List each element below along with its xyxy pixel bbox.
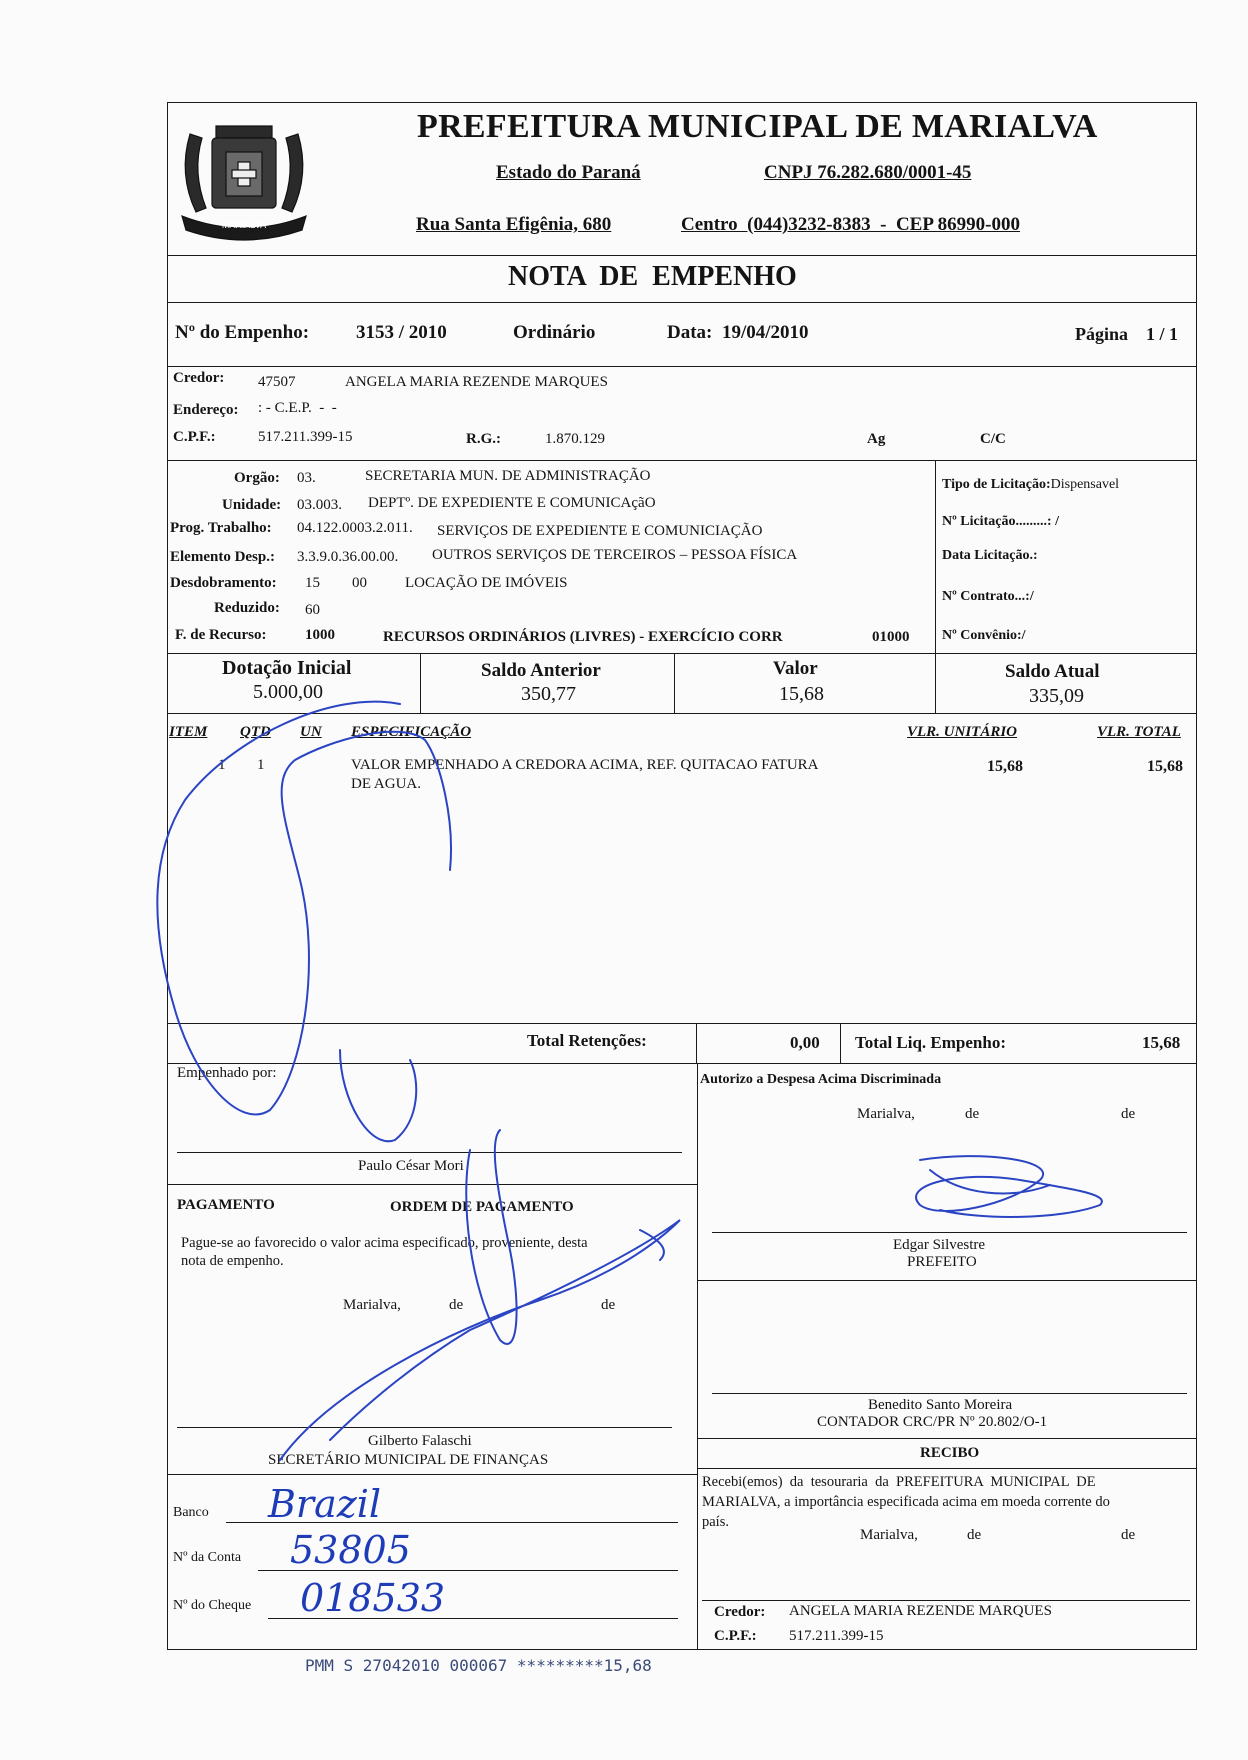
item-unit-value: 15,68 <box>987 758 1023 775</box>
recibo-cpf-label: C.P.F.: <box>714 1628 757 1644</box>
valor-value: 15,68 <box>779 683 824 705</box>
ag-label: Ag <box>867 431 886 447</box>
item-total-value: 15,68 <box>1147 758 1183 775</box>
svg-text:MARIALVA: MARIALVA <box>221 220 267 230</box>
recibo-credor-name: ANGELA MARIA REZENDE MARQUES <box>789 1603 1052 1619</box>
secretario-role: SECRETÁRIO MUNICIPAL DE FINANÇAS <box>268 1452 549 1468</box>
saldo-anterior-value: 350,77 <box>521 683 576 705</box>
tipo-licitacao: Tipo de Licitação:Dispensavel <box>942 477 1120 492</box>
recibo-text-line3: país. <box>702 1514 729 1530</box>
orgao-code: 03. <box>297 470 316 486</box>
contador-name: Benedito Santo Moreira <box>868 1397 1013 1413</box>
total-liquido-label: Total Liq. Empenho: <box>855 1033 1006 1052</box>
col-item: ITEM <box>169 724 208 740</box>
elemento-code: 3.3.9.0.36.00.00. <box>297 549 399 565</box>
col-qtd: QTD <box>240 724 271 740</box>
page-label: Página <box>1075 324 1129 344</box>
autorizo-de2: de <box>1121 1106 1136 1122</box>
unidade-desc: DEPTº. DE EXPEDIENTE E COMUNICAçãO <box>368 495 656 511</box>
item-desc-line2: DE AGUA. <box>351 776 421 792</box>
prog-code: 04.122.0003.2.011. <box>297 520 413 536</box>
machine-stamp: PMM S 27042010 000067 *********15,68 <box>305 1656 652 1675</box>
dotacao-label: Dotação Inicial <box>222 657 352 679</box>
recurso-desc: RECURSOS ORDINÁRIOS (LIVRES) - EXERCÍCIO CORR <box>383 629 783 645</box>
address-label: Rua Santa Efigênia, 680 <box>416 214 612 235</box>
dotacao-value: 5.000,00 <box>253 681 323 703</box>
saldo-atual-value: 335,09 <box>1029 685 1084 707</box>
elemento-label: Elemento Desp.: <box>170 549 275 565</box>
empenhado-name: Paulo César Mori <box>358 1158 464 1174</box>
prefeito-name: Edgar Silvestre <box>893 1237 986 1253</box>
recibo-cpf: 517.211.399-15 <box>789 1628 884 1644</box>
total-liquido-value: 15,68 <box>1142 1033 1181 1052</box>
item-number: 1 <box>218 757 226 773</box>
date-label: Data: <box>667 322 713 343</box>
cc-label: C/C <box>980 431 1006 447</box>
rg-value: 1.870.129 <box>545 431 605 447</box>
unidade-code: 03.003. <box>297 497 342 513</box>
rg-label: R.G.: <box>466 431 501 447</box>
num-contrato: Nº Contrato...:/ <box>942 589 1034 604</box>
empenhado-label: Empenhado por: <box>177 1065 277 1081</box>
prog-desc: SERVIÇOS DE EXPEDIENTE E COMUNICIAÇÃO <box>437 523 763 539</box>
empenho-type: Ordinário <box>513 322 596 343</box>
orgao-desc: SECRETARIA MUN. DE ADMINISTRAÇÃO <box>365 468 651 484</box>
empenho-date: 19/04/2010 <box>722 322 809 343</box>
recibo-text-line2: MARIALVA, a importância especificada acima em moeda corrente do <box>702 1494 1110 1510</box>
recurso-label: F. de Recurso: <box>175 627 267 643</box>
state-label: Estado do Paraná <box>496 162 641 183</box>
cpf-value: 517.211.399-15 <box>258 429 353 445</box>
desdobramento-code: 15 <box>305 575 320 591</box>
municipality-title: PREFEITURA MUNICIPAL DE MARIALVA <box>417 108 1098 145</box>
pagamento-label: PAGAMENTO <box>177 1197 275 1213</box>
pagamento-text-line2: nota de empenho. <box>181 1253 284 1269</box>
recibo-city: Marialva, <box>860 1527 918 1543</box>
recibo-text-line1: Recebi(emos) da tesouraria da PREFEITURA MUNICIPAL DE <box>702 1474 1096 1490</box>
retencoes-value: 0,00 <box>790 1033 820 1052</box>
item-qtd: 1 <box>257 757 265 773</box>
cheque-label: Nº do Cheque <box>173 1598 252 1613</box>
banco-label: Banco <box>173 1505 209 1520</box>
col-especificacao: ESPECIFICAÇÃO <box>351 724 472 740</box>
ordem-pagamento-label: ORDEM DE PAGAMENTO <box>390 1199 574 1215</box>
cpf-label: C.P.F.: <box>173 429 216 445</box>
empenho-number: 3153 / 2010 <box>356 322 447 343</box>
desdobramento-label: Desdobramento: <box>170 575 277 591</box>
secretario-name: Gilberto Falaschi <box>368 1433 472 1449</box>
empenho-number-label: Nº do Empenho: <box>175 322 310 343</box>
contador-role: CONTADOR CRC/PR Nº 20.802/O-1 <box>817 1414 1048 1430</box>
page-number: 1 / 1 <box>1146 324 1179 344</box>
saldo-atual-label: Saldo Atual <box>1005 661 1100 682</box>
municipal-crest-icon <box>170 104 318 252</box>
valor-label: Valor <box>773 658 818 679</box>
endereco-value: : - C.E.P. - - <box>258 400 337 416</box>
pagamento-de2: de <box>601 1297 616 1313</box>
recibo-de1: de <box>967 1527 982 1543</box>
unidade-label: Unidade: <box>222 497 282 513</box>
cheque-value: 018533 <box>300 1576 446 1620</box>
pagamento-text-line1: Pague-se ao favorecido o valor acima especificado, proveniente, desta <box>181 1235 588 1251</box>
col-vlr-unitario: VLR. UNITÁRIO <box>907 724 1018 740</box>
recibo-de2: de <box>1121 1527 1136 1543</box>
orgao-label: Orgão: <box>234 470 280 486</box>
credor-label: Credor: <box>173 370 225 386</box>
autorizo-city: Marialva, <box>857 1106 915 1122</box>
col-un: UN <box>300 724 322 740</box>
prefeito-role: PREFEITO <box>907 1254 977 1270</box>
conta-value: 53805 <box>290 1528 411 1572</box>
retencoes-label: Total Retenções: <box>527 1031 647 1050</box>
item-desc-line1: VALOR EMPENHADO A CREDORA ACIMA, REF. QUITACAO FATURA <box>351 757 819 773</box>
num-convenio: Nº Convênio:/ <box>942 628 1026 643</box>
pagamento-de1: de <box>449 1297 464 1313</box>
document-title: NOTA DE EMPENHO <box>508 261 797 292</box>
recurso-num: 01000 <box>872 629 910 645</box>
saldo-anterior-label: Saldo Anterior <box>481 660 601 681</box>
pagamento-city: Marialva, <box>343 1297 401 1313</box>
reduzido-code: 60 <box>305 602 320 618</box>
autorizo-de1: de <box>965 1106 980 1122</box>
credor-name: ANGELA MARIA REZENDE MARQUES <box>345 374 608 390</box>
conta-label: Nº da Conta <box>173 1550 242 1565</box>
recibo-credor-label: Credor: <box>714 1604 766 1620</box>
elemento-desc: OUTROS SERVIÇOS DE TERCEIROS – PESSOA FÍSICA <box>432 547 798 563</box>
col-vlr-total: VLR. TOTAL <box>1097 724 1181 740</box>
data-licitacao: Data Licitação.: <box>942 548 1038 563</box>
banco-value: Brazil <box>268 1482 382 1526</box>
credor-code: 47507 <box>258 374 296 390</box>
recibo-title: RECIBO <box>920 1445 980 1461</box>
num-licitacao: Nº Licitação.........: / <box>942 514 1059 529</box>
recurso-code: 1000 <box>305 627 335 643</box>
contact-label: Centro (044)3232-8383 - CEP 86990-000 <box>681 214 1020 235</box>
endereco-label: Endereço: <box>173 402 239 418</box>
cnpj-label: CNPJ 76.282.680/0001-45 <box>764 162 972 183</box>
prog-label: Prog. Trabalho: <box>170 520 272 536</box>
reduzido-label: Reduzido: <box>214 600 280 616</box>
autorizo-label: Autorizo a Despesa Acima Discriminada <box>700 1072 942 1087</box>
desdobramento-desc: LOCAÇÃO DE IMÓVEIS <box>405 575 568 591</box>
desdobramento-code2: 00 <box>352 575 367 591</box>
